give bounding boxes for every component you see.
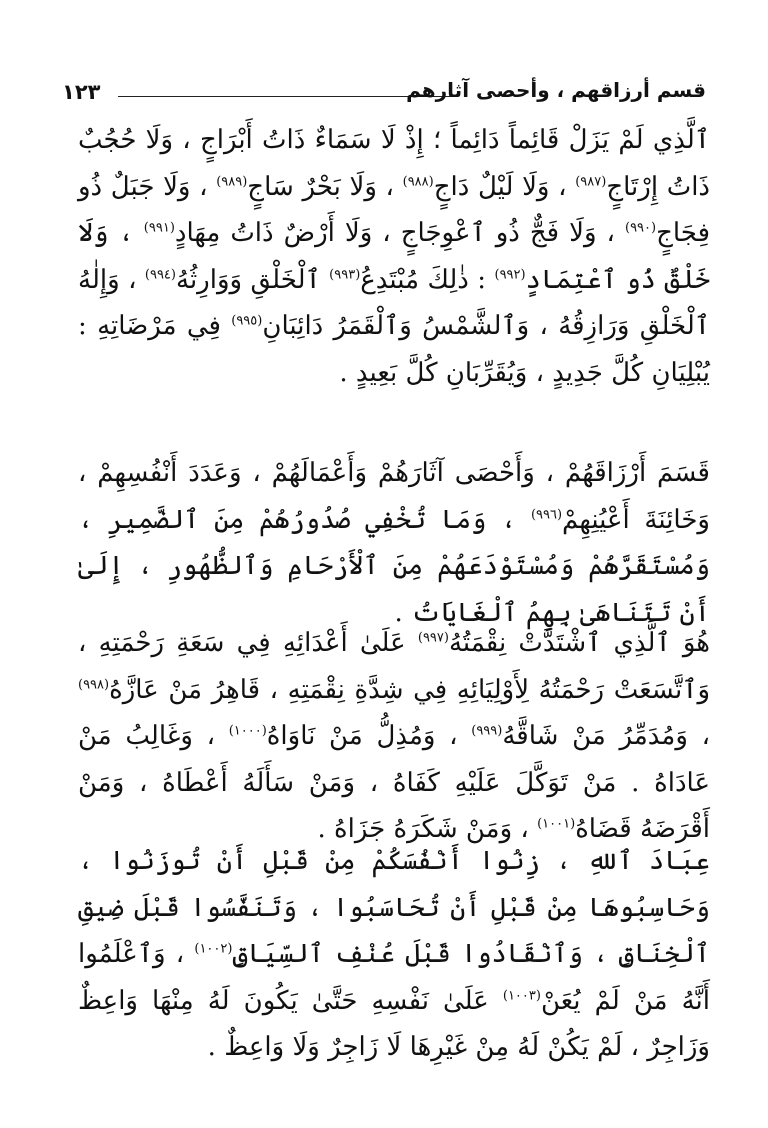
footnote-marker: (٩٩٢) <box>494 266 526 282</box>
paragraph-text: ، وَٱعْلَمُوا أَنَّهُ مَنْ لَمْ يُعَنْ <box>78 939 711 1016</box>
page-number: ١٢٣ <box>62 80 101 104</box>
footnote-marker: (١٠٠١) <box>537 816 576 832</box>
paragraph-text: : ذٰلِكَ مُبْتَدِعُ <box>360 264 495 295</box>
footnote-marker: (١٠٠٢) <box>194 941 233 957</box>
paragraph-text: ، وَمَنْ شَكَرَهُ جَزَاهُ . <box>317 814 538 844</box>
paragraph-text: ، وَإِلٰهُ ٱلْخَلْقِ وَرَازِقُهُ ، وَٱلشَّمْسُ وَٱلْقَمَرُ دَائِبَانِ <box>78 264 710 341</box>
paragraph-text: ، وَلَا خَلْقٌ ذُو ٱعْتِمَادٍ <box>78 218 711 295</box>
running-head <box>62 80 706 110</box>
footnote-marker: (٩٨٧) <box>575 173 607 189</box>
paragraph-2 <box>78 450 710 636</box>
footnote-marker: (٩٩٦) <box>530 506 563 522</box>
paragraph-4 <box>78 838 710 1071</box>
paragraph-text: قَسَمَ أَرْزَاقَهُمْ ، وَأَحْصَى آثَارَهُمْ وَأَعْمَالَهُمْ ، وَعَدَدَ أَنْفُسِهِمْ ، وَخَائِنَةَ أَعْيُنِهِمْ <box>78 458 710 535</box>
paragraph-text: ، وَلَا بَحْرٌ سَاجٍ <box>247 171 403 202</box>
footnote-marker: (٩٩١) <box>143 220 175 236</box>
paragraph-text: ، وَلَا لَيْلٌ دَاجٍ <box>433 171 576 202</box>
paragraph-text: عَلَىٰ نَفْسِهِ حَتَّىٰ يَكُونَ لَهُ مِنْهَا وَاعِظٌ وَزَاجِرٌ ، لَمْ يَكُنْ لَهُ مِنْ غَيْرِهَا لَا زَاجِرٌ وَلَا وَاعِظٌ . <box>78 985 710 1062</box>
paragraph-text: عِبَادَ ٱللهِ ، زِنُوا أَنْفُسَكُمْ مِنْ قَبْلِ أَنْ تُوزَنُوا ، وَحَاسِبُوهَا مِنْ قَبْلِ أَنْ تُحَاسَبُوا ، وَتَنَفَّسُوا قَبْلَ ضِيقِ ٱلْخِنَاقِ ، وَٱنْقَادُوا قَبْلَ عُنْفِ ٱلسِّيَاقِ <box>78 846 710 969</box>
footnote-marker: (٩٨٩) <box>216 173 248 189</box>
footnote-marker: (٩٩٠) <box>624 220 657 236</box>
footnote-marker: (٩٩٨) <box>78 676 110 692</box>
footnote-marker: (٩٩٣) <box>329 266 361 282</box>
paragraph-text: ، وَمُدَمِّرُ مَنْ شَاقَّهُ <box>502 721 710 751</box>
paragraph-3 <box>78 620 710 853</box>
paragraph-text: ، وَغَالِبُ مَنْ عَادَاهُ . مَنْ تَوَكَّلَ عَلَيْهِ كَفَاهُ ، وَمَنْ سَأَلَهُ أَعْطَاهُ ، وَمَنْ أَقْرَضَهُ قَضَاهُ <box>78 721 710 844</box>
footnote-marker: (٩٩٥) <box>231 313 263 329</box>
footnote-marker: (١٠٠٠) <box>228 723 267 739</box>
paragraph-1 <box>78 117 710 396</box>
paragraph-text: عَلَىٰ أَعْدَائِهِ فِي سَعَةِ رَحْمَتِهِ ، وَٱتَّسَعَتْ رَحْمَتُهُ لِأَوْلِيَائِهِ فِي شِدَّةِ نِقْمَتِهِ ، قَاهِرُ مَنْ عَازَّهُ <box>78 628 710 705</box>
footnote-marker: (٩٩٤) <box>144 266 176 282</box>
footnote-marker: (٩٨٨) <box>402 173 434 189</box>
footnote-marker: (٩٩٧) <box>417 630 449 646</box>
paragraph-text: ٱلْخَلْقِ وَوَارِثُهُ <box>176 264 330 295</box>
paragraph-text: ، وَمَا تُخْفِي صُدُورُهُمْ مِنَ ٱلضَّمِيرِ ، وَمُسْتَقَرَّهُمْ وَمُسْتَوْدَعَهُمْ مِنَ ٱلْأَرْحَامِ وَٱلظُّهُورِ ، إِلَىٰ أَنْ تَتَنَاهَىٰ بِهِمُ ٱلْغَايَاتُ . <box>78 504 710 628</box>
paragraph-text: ، وَلَا فَجٌّ ذُو ٱعْوِجَاجٍ ، وَلَا أَرْضٌ ذَاتُ مِهَادٍ <box>174 218 625 248</box>
paragraph-text: هُوَ ٱلَّذِي ٱشْتَدَّتْ نِقْمَتُهُ <box>448 628 710 658</box>
paragraph-text: ٱلَّذِي لَمْ يَزَلْ قَائِماً دَائِماً ؛ إِذْ لَا سَمَاءٌ ذَاتُ أَبْرَاجٍ ، وَلَا حُجُبٌ ذَاتُ إِرْتَاجٍ <box>78 125 710 202</box>
footnote-marker: (٩٩٩) <box>471 723 503 739</box>
paragraph-text: ، وَمُذِلُّ مَنْ نَاوَاهُ <box>266 721 472 751</box>
footnote-marker: (١٠٠٣) <box>502 987 541 1003</box>
paragraph-text: ، وَلَا جَبَلٌ ذُو فِجَاجٍ <box>78 171 711 248</box>
running-title: قسم أرزاقهم ، وأحصى آثارهم <box>406 78 706 102</box>
paragraph-text: فِي مَرْضَاتِهِ : يُبْلِيَانِ كُلَّ جَدِيدٍ ، وَيُقَرِّبَانِ كُلَّ بَعِيدٍ . <box>78 311 710 388</box>
